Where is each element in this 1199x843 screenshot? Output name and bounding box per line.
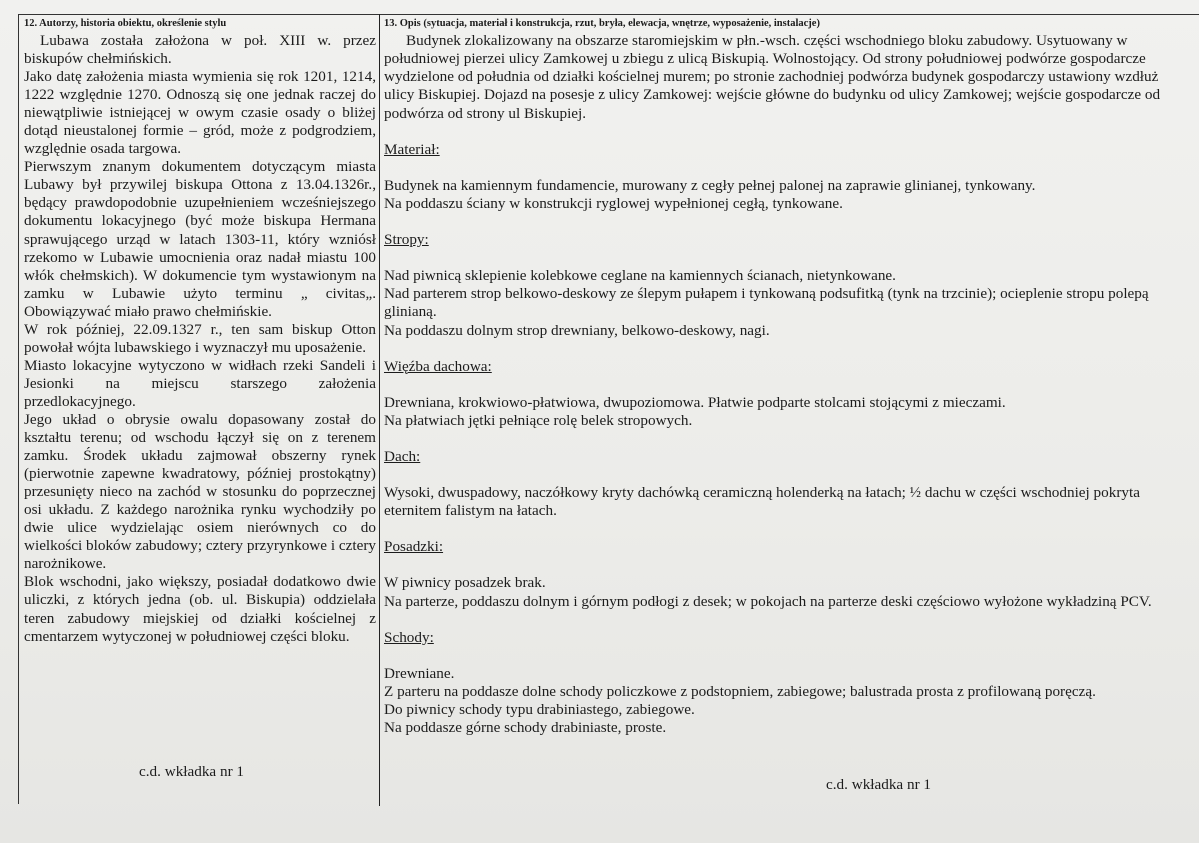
section-floors	[384, 538, 1184, 610]
section-title: Więźba dachowa:	[384, 357, 492, 375]
continuation-note-right: c.d. wkładka nr 1	[826, 776, 932, 793]
history-column	[24, 16, 376, 646]
section-line: W piwnicy posadzek brak.	[384, 574, 546, 592]
history-paragraph: Lubawa została założona w poł. XIII w. przez biskupów chełmińskich.	[24, 32, 376, 68]
description-heading: 13. Opis (sytuacja, materiał i konstrukcja, rzut, bryła, elewacja, wnętrze, wyposażenie, instalacje)	[384, 18, 820, 29]
situation-paragraph: Budynek zlokalizowany na obszarze staromiejskim w płn.-wsch. części wschodniego bloku zabudowy. Usytuowany w południowej pierzei ulicy Zamkowej u zbiegu z ulicą Biskupią. Wolnostojący. Od strony południowej podwórze gospodarcze wydzielone od południa od działki kościelnej murem; po stronie zachodniej podwórza budynek gospodarczy ustawiony wzdłuż ulicy Biskupiej. Dojazd na posesje z ulicy Zamkowej: wejście główne do budynku od ulicy Zamkowej; wejście gospodarcze od podwórza od strony ul Biskupiej.	[384, 32, 1161, 122]
continuation-note-left: c.d. wkładka nr 1	[139, 763, 245, 780]
history-paragraph: Blok wschodni, jako większy, posiadał dodatkowo dwie uliczki, z których jedna (ob. ul. Biskupia) oddzielała teren zabudowy miejskiej od działki kościelnej z cmentarzem wytyczonej w południowej części bloku.	[24, 573, 376, 645]
section-line: Na poddaszu ściany w konstrukcji ryglowej wypełnionej cegłą, tynkowane.	[384, 194, 843, 212]
section-line: Nad piwnicą sklepienie kolebkowe ceglane na kamiennych ścianach, nietynkowane.	[384, 267, 896, 285]
column-divider	[379, 14, 380, 806]
section-title: Dach:	[384, 448, 421, 466]
section-title: Schody:	[384, 628, 434, 646]
section-roof	[384, 448, 1184, 520]
section-line: Wysoki, dwuspadowy, naczółkowy kryty dachówką ceramiczną holenderką na łatach; ½ dachu w części wschodniej pokryta eternitem falistym na łatach.	[384, 484, 1140, 520]
section-roof-truss	[384, 358, 1184, 430]
history-heading: 12. Autorzy, historia obiektu, określenie stylu	[24, 18, 227, 29]
section-material	[384, 141, 1184, 213]
section-stairs	[384, 629, 1184, 738]
section-ceilings	[384, 231, 1184, 340]
section-line: Drewniane.	[384, 664, 455, 682]
section-line: Nad parterem strop belkowo-deskowy ze ślepym pułapem i tynkowaną podsufitką (tynk na trzcinie); ocieplenie stropu polepą glinianą.	[384, 285, 1149, 321]
section-title: Posadzki:	[384, 538, 444, 556]
section-line: Z parteru na poddasze dolne schody policzkowe z podstopniem, zabiegowe; balustrada prosta z profilowaną poręczą.	[384, 682, 1096, 700]
top-border	[18, 14, 1199, 15]
description-column	[384, 16, 1184, 737]
history-paragraph: Miasto lokacyjne wytyczono w widłach rzeki Sandeli i Jesionki na miejscu starszego założenia przedlokacyjnego.	[24, 356, 376, 410]
section-line: Drewniana, krokwiowo-płatwiowa, dwupoziomowa. Płatwie podparte stolcami stojącymi z mieczami.	[384, 393, 1006, 411]
section-title: Stropy:	[384, 231, 429, 249]
section-title: Materiał:	[384, 140, 440, 158]
history-paragraph: Pierwszym znanym dokumentem dotyczącym miasta Lubawy był przywilej biskupa Ottona z 13.04.1326r., będący prawdopodobnie uzupełnieniem wcześniejszego dokumentu lokacyjnego (być może biskupa Hermana sprawującego urząd w latach 1303-11, który wzniósł rzekomo w Lubawie umocnienia oraz nadał miastu 100 włók chełmskich). W dokumencie tym wystawionym na zamku w Lubawie użyto terminu „ civitas„. Obowiązywać miało prawo chełmińskie.	[24, 158, 376, 320]
history-paragraph: W rok później, 22.09.1327 r., ten sam biskup Otton powołał wójta lubawskiego i wyznaczył mu uposażenie.	[24, 320, 376, 356]
history-paragraph: Jego układ o obrysie owalu dopasowany został do kształtu terenu; od wschodu łączył się on z terenem zamku. Środek układu zajmował obszerny rynek (pierwotnie zapewne kwadratowy, później prostokątny) przesunięty nieco na zachód w stosunku do poprzecznej osi układu. Z każdego narożnika rynku wychodziły po dwie ulice wydzielając osiem nierównych co do wielkości bloków zabudowy; cztery przyrynkowe i cztery narożnikowe.	[24, 410, 376, 573]
left-border	[18, 14, 19, 804]
section-line: Do piwnicy schody typu drabiniastego, zabiegowe.	[384, 700, 695, 718]
section-line: Na płatwiach jętki pełniące rolę belek stropowych.	[384, 411, 693, 429]
section-line: Na poddasze górne schody drabiniaste, proste.	[384, 719, 667, 737]
section-line: Budynek na kamiennym fundamencie, murowany z cegły pełnej palonej na zaprawie glinianej, tynkowany.	[384, 176, 1036, 194]
history-paragraph: Jako datę założenia miasta wymienia się rok 1201, 1214, 1222 względnie 1270. Odnoszą się one jednak raczej do niewątpliwie istniejącej w owym czasie osady o bliżej dotąd nieustalonej formie – gród, może z podgrodziem, względnie osada targowa.	[24, 68, 376, 158]
section-line: Na poddaszu dolnym strop drewniany, belkowo-deskowy, nagi.	[384, 321, 770, 339]
section-line: Na parterze, poddaszu dolnym i górnym podłogi z desek; w pokojach na parterze deski częściowo wyłożone wykładziną PCV.	[384, 592, 1152, 610]
